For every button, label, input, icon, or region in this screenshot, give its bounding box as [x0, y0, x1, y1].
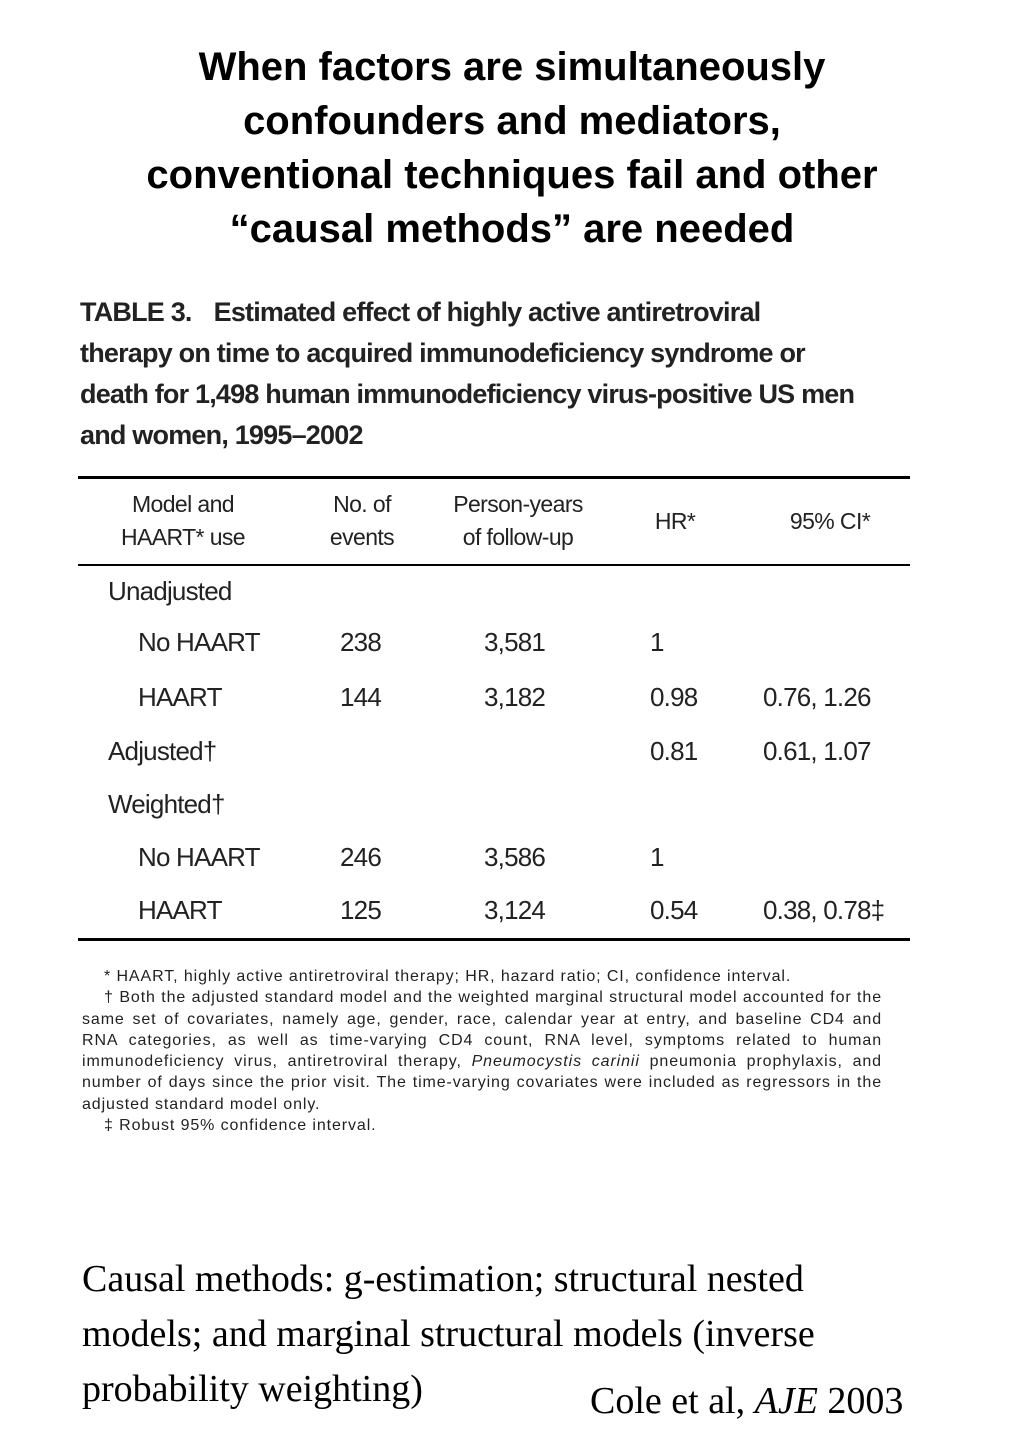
title-line: confounders and mediators,	[243, 99, 781, 143]
row-events: 144	[340, 682, 381, 712]
table-caption-line: Estimated effect of highly active antiretroviral	[213, 297, 761, 327]
row-label: No HAART	[138, 842, 260, 872]
header-person-years: Person-years of follow-up	[453, 491, 583, 550]
row-events: 238	[340, 627, 381, 657]
header-no-of-events: No. of events	[329, 491, 395, 550]
row-ci: 0.61, 1.07	[763, 736, 871, 766]
table-caption	[80, 292, 910, 456]
header-hr: HR*	[654, 508, 696, 534]
citation-authors: Cole et al,	[590, 1380, 746, 1422]
footnote-abbreviations: * HAART, highly active antiretroviral therapy; HR, hazard ratio; CI, confidence interval.	[104, 968, 792, 985]
table-row-weighted-no-haart	[0, 837, 1024, 877]
row-person-years: 3,182	[484, 682, 546, 712]
table-header-rule	[78, 564, 910, 566]
row-ci: 0.76, 1.26	[763, 682, 871, 712]
footnote-covariates: † Both the adjusted standard model and the weighted marginal structural model accounted for the same set of covariates, namely age, gender, race, calendar year at entry, and baseline CD4 and RNA categories, as well as time-varying CD4 count, RNA level, symptoms related to human immunodeficiency virus, antiretroviral therapy, Pneumocystis carinii pneumonia prophylaxis, and number of days since the prior visit. The time-varying covariates were included as regressors in the adjusted standard model only.	[82, 989, 882, 1113]
slide-title	[40, 40, 984, 256]
methods-line: probability weighting)	[82, 1368, 423, 1410]
row-hr: 1	[650, 842, 664, 872]
title-line: conventional techniques fail and other	[146, 153, 878, 197]
table-row-unadjusted	[0, 571, 1024, 611]
table-row-weighted-haart	[0, 890, 1024, 930]
table-footnotes	[82, 966, 882, 1136]
row-label: HAART	[138, 682, 222, 712]
citation-year: 2003	[827, 1380, 904, 1422]
table-caption-line: therapy on time to acquired immunodeficiency syndrome or	[80, 338, 805, 368]
citation	[590, 1376, 903, 1426]
row-label: HAART	[138, 895, 222, 925]
table-caption-line: and women, 1995–2002	[80, 420, 363, 450]
row-person-years: 3,581	[484, 627, 546, 657]
row-events: 246	[340, 842, 381, 872]
header-95-ci: 95% CI*	[789, 508, 871, 534]
row-hr: 1	[650, 627, 664, 657]
footnote-robust-ci: ‡ Robust 95% confidence interval.	[104, 1117, 377, 1135]
row-label: Weighted†	[108, 789, 225, 819]
row-person-years: 3,124	[484, 895, 546, 925]
row-events: 125	[340, 895, 381, 925]
table-row-adjusted	[0, 731, 1024, 771]
table-row-weighted	[0, 784, 1024, 824]
row-hr: 0.98	[650, 682, 698, 712]
row-label: No HAART	[138, 627, 260, 657]
header-model-haart-use: Model and HAART* use	[121, 491, 245, 550]
citation-journal: AJE	[754, 1380, 818, 1422]
table-top-rule	[78, 476, 910, 479]
table-row-unadjusted-haart	[0, 677, 1024, 717]
table-bottom-rule	[78, 938, 910, 941]
methods-line: Causal methods: g-estimation; structural nested	[82, 1258, 804, 1300]
row-label: Adjusted†	[108, 736, 217, 766]
table-caption-label: TABLE 3.	[80, 297, 192, 327]
row-hr: 0.54	[650, 895, 698, 925]
row-hr: 0.81	[650, 736, 698, 766]
title-line: “causal methods” are needed	[229, 207, 795, 251]
methods-line: models; and marginal structural models (inverse	[82, 1313, 815, 1355]
row-ci: 0.38, 0.78‡	[763, 895, 885, 925]
row-person-years: 3,586	[484, 842, 546, 872]
table-row-unadjusted-no-haart	[0, 622, 1024, 662]
title-line: When factors are simultaneously	[198, 45, 826, 89]
row-label: Unadjusted	[108, 576, 232, 606]
table-caption-line: death for 1,498 human immunodeficiency virus-positive US men	[80, 379, 855, 409]
